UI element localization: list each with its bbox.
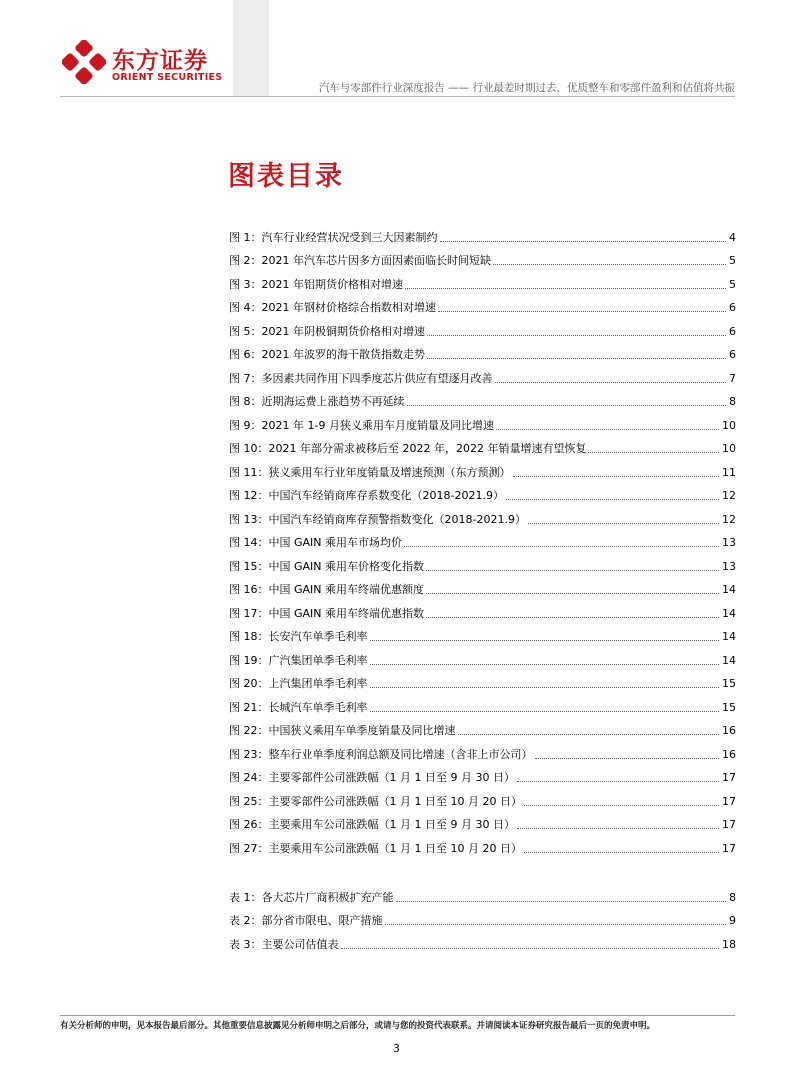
dot-leader — [370, 711, 720, 712]
company-logo — [62, 40, 232, 90]
figure-entry[interactable] — [229, 715, 736, 739]
figure-entry-page: 16 — [722, 724, 736, 737]
figure-entry[interactable] — [229, 245, 736, 269]
dot-leader — [370, 664, 720, 665]
figure-entry-page: 14 — [722, 630, 736, 643]
dot-leader — [506, 499, 719, 500]
dot-leader — [524, 805, 719, 806]
figure-entry-page: 5 — [729, 277, 736, 291]
brand-name-en: ORIENT SECURITIES — [112, 72, 223, 83]
table-entry[interactable] — [229, 928, 736, 952]
figure-entry-label: 图 1：汽车行业经营状况受到三大因素制约 — [229, 230, 438, 244]
figure-entry[interactable] — [229, 691, 736, 715]
figure-entry-page: 12 — [722, 512, 736, 526]
figure-entry[interactable] — [229, 386, 736, 410]
figure-entry-page: 6 — [729, 348, 736, 361]
table-list — [229, 881, 736, 952]
figure-entry-label: 图 22：中国狭义乘用车单季度销量及同比增速 — [229, 724, 456, 737]
figure-entry[interactable] — [229, 339, 736, 363]
header-decorative-bar — [233, 0, 269, 96]
figure-entry-label: 图 17：中国 GAIN 乘用车终端优惠指数 — [229, 606, 425, 620]
figure-entry-label: 图 6：2021 年波罗的海干散货指数走势 — [229, 348, 425, 361]
figure-entry[interactable] — [229, 292, 736, 316]
footer-disclaimer: 有关分析师的申明，见本报告最后部分。其他重要信息披露见分析师申明之后部分，或请与您的投资代表联系。并请阅读本证券研究报告最后一页的免责申明。 — [60, 1021, 656, 1031]
dot-leader — [495, 382, 727, 383]
figure-entry-page: 5 — [729, 254, 736, 267]
figure-entry-label: 图 14：中国 GAIN 乘用车市场均价 — [229, 536, 403, 549]
figure-entry-label: 图 18：长安汽车单季毛利率 — [229, 630, 368, 643]
dot-leader — [407, 405, 727, 406]
table-entry-label: 表 3：主要公司估值表 — [229, 937, 339, 951]
dot-leader — [426, 617, 719, 618]
dot-leader — [588, 452, 719, 453]
figure-entry-page: 17 — [722, 841, 736, 855]
figure-entry-page: 6 — [729, 301, 736, 314]
figure-entry-page: 13 — [722, 536, 736, 549]
figure-entry-page: 8 — [729, 395, 736, 408]
table-entry-page: 9 — [729, 914, 736, 927]
figure-entry-label: 图 26：主要乘用车公司涨跌幅（1 月 1 日至 9 月 30 日） — [229, 818, 515, 831]
figure-entry[interactable] — [229, 644, 736, 668]
figure-entry-label: 图 15：中国 GAIN 乘用车价格变化指数 — [229, 559, 425, 573]
table-entry-label: 表 1：各大芯片厂商积极扩充产能 — [229, 890, 394, 904]
dot-leader — [426, 570, 719, 571]
figure-entry[interactable] — [229, 738, 736, 762]
dot-leader — [496, 429, 719, 430]
figure-entry[interactable] — [229, 221, 736, 245]
dot-leader — [517, 781, 719, 782]
figure-entry[interactable] — [229, 480, 736, 504]
figure-entry-page: 17 — [722, 771, 736, 784]
figure-entry-label: 图 13：中国汽车经销商库存预警指数变化（2018-2021.9） — [229, 512, 526, 526]
figure-entry-label: 图 4：2021 年钢材价格综合指数相对增速 — [229, 301, 436, 314]
figure-entry-page: 7 — [729, 371, 736, 385]
figure-entry[interactable] — [229, 762, 736, 786]
dot-leader — [370, 640, 720, 641]
figure-entry-label: 图 25：主要零部件公司涨跌幅（1 月 1 日至 10 月 20 日） — [229, 794, 522, 808]
figure-entry[interactable] — [229, 809, 736, 833]
dot-leader — [385, 924, 727, 925]
figure-entry[interactable] — [229, 268, 736, 292]
figure-entry-label: 图 24：主要零部件公司涨跌幅（1 月 1 日至 9 月 30 日） — [229, 771, 515, 784]
figure-entry-label: 图 12：中国汽车经销商库存系数变化（2018-2021.9） — [229, 489, 504, 502]
figure-entry-label: 图 8：近期海运费上涨趋势不再延续 — [229, 395, 405, 408]
dot-leader — [427, 335, 726, 336]
dot-leader — [427, 358, 726, 359]
figure-entry-page: 10 — [722, 418, 736, 432]
figure-entry-label: 图 20：上汽集团单季毛利率 — [229, 677, 368, 690]
dot-leader — [524, 852, 719, 853]
figure-entry-page: 13 — [722, 559, 736, 573]
figure-entry-label: 图 7：多因素共同作用下四季度芯片供应有望逐月改善 — [229, 371, 493, 385]
figure-list — [229, 221, 736, 856]
dot-leader — [404, 546, 719, 547]
figure-entry[interactable] — [229, 503, 736, 527]
orient-securities-logo-icon — [62, 40, 106, 84]
dot-leader — [440, 241, 727, 242]
figure-entry-label: 图 19：广汽集团单季毛利率 — [229, 653, 368, 667]
page-title: 图表目录 — [228, 161, 344, 192]
figure-entry[interactable] — [229, 621, 736, 645]
dot-leader — [513, 476, 720, 477]
figure-entry-page: 12 — [722, 489, 736, 502]
dot-leader — [438, 311, 726, 312]
page-number: 3 — [393, 1043, 400, 1055]
figure-entry-page: 4 — [729, 230, 736, 244]
figure-entry[interactable] — [229, 315, 736, 339]
figure-entry[interactable] — [229, 362, 736, 386]
figure-entry-label: 图 3：2021 年铝期货价格相对增速 — [229, 277, 403, 291]
dot-leader — [493, 264, 726, 265]
figure-entry[interactable] — [229, 456, 736, 480]
figure-entry-page: 6 — [729, 324, 736, 338]
figure-entry-page: 17 — [722, 794, 736, 808]
figure-entry[interactable] — [229, 574, 736, 598]
figure-entry-page: 14 — [722, 653, 736, 667]
figure-entry-page: 11 — [722, 465, 736, 479]
figure-entry-label: 图 23：整车行业单季度利润总额及同比增速（含非上市公司） — [229, 747, 533, 761]
figure-entry-page: 14 — [722, 583, 736, 596]
table-entry-page: 8 — [729, 890, 736, 904]
footer-divider — [60, 1015, 735, 1016]
dot-leader — [341, 948, 720, 949]
figure-entry[interactable] — [229, 832, 736, 856]
report-title: 汽车与零部件行业深度报告 —— 行业最差时期过去，优质整车和零部件盈利和估值将共振 — [318, 82, 735, 94]
figure-entry-page: 14 — [722, 606, 736, 620]
figure-entry-page: 17 — [722, 818, 736, 831]
figure-entry-label: 图 2：2021 年汽车芯片因多方面因素面临长时间短缺 — [229, 254, 491, 267]
dot-leader — [426, 593, 719, 594]
table-entry[interactable] — [229, 905, 736, 929]
figure-entry-label: 图 10：2021 年部分需求被移后至 2022 年，2022 年销量增速有望恢复 — [229, 442, 587, 455]
figure-entry-label: 图 27：主要乘用车公司涨跌幅（1 月 1 日至 10 月 20 日） — [229, 841, 522, 855]
figure-entry-label: 图 5：2021 年阴极铜期货价格相对增速 — [229, 324, 425, 338]
figure-entry-label: 图 16：中国 GAIN 乘用车终端优惠额度 — [229, 583, 425, 596]
figure-entry-page: 16 — [722, 747, 736, 761]
dot-leader — [405, 288, 726, 289]
table-entry-label: 表 2：部分省市限电、限产措施 — [229, 914, 383, 927]
dot-leader — [528, 523, 719, 524]
dot-leader — [396, 901, 727, 902]
figure-entry-label: 图 11：狭义乘用车行业年度销量及增速预测（东方预测） — [229, 465, 511, 479]
figure-entry[interactable] — [229, 550, 736, 574]
table-entry-page: 18 — [722, 937, 736, 951]
figure-entry-label: 图 9：2021 年 1-9 月狭义乘用车月度销量及同比增速 — [229, 418, 494, 432]
figure-entry[interactable] — [229, 785, 736, 809]
figure-entry[interactable] — [229, 597, 736, 621]
figure-entry[interactable] — [229, 527, 736, 551]
figure-entry[interactable] — [229, 409, 736, 433]
dot-leader — [458, 734, 720, 735]
figure-entry[interactable] — [229, 668, 736, 692]
dot-leader — [370, 687, 720, 688]
header-divider — [60, 96, 735, 97]
dot-leader — [535, 758, 720, 759]
figure-entry-page: 10 — [722, 442, 736, 455]
table-entry[interactable] — [229, 881, 736, 905]
brand-name-cn: 东方证券 — [112, 48, 208, 74]
dot-leader — [517, 828, 719, 829]
figure-entry[interactable] — [229, 433, 736, 457]
figure-entry-page: 15 — [722, 700, 736, 714]
figure-entry-page: 15 — [722, 677, 736, 690]
figure-entry-label: 图 21：长城汽车单季毛利率 — [229, 700, 368, 714]
